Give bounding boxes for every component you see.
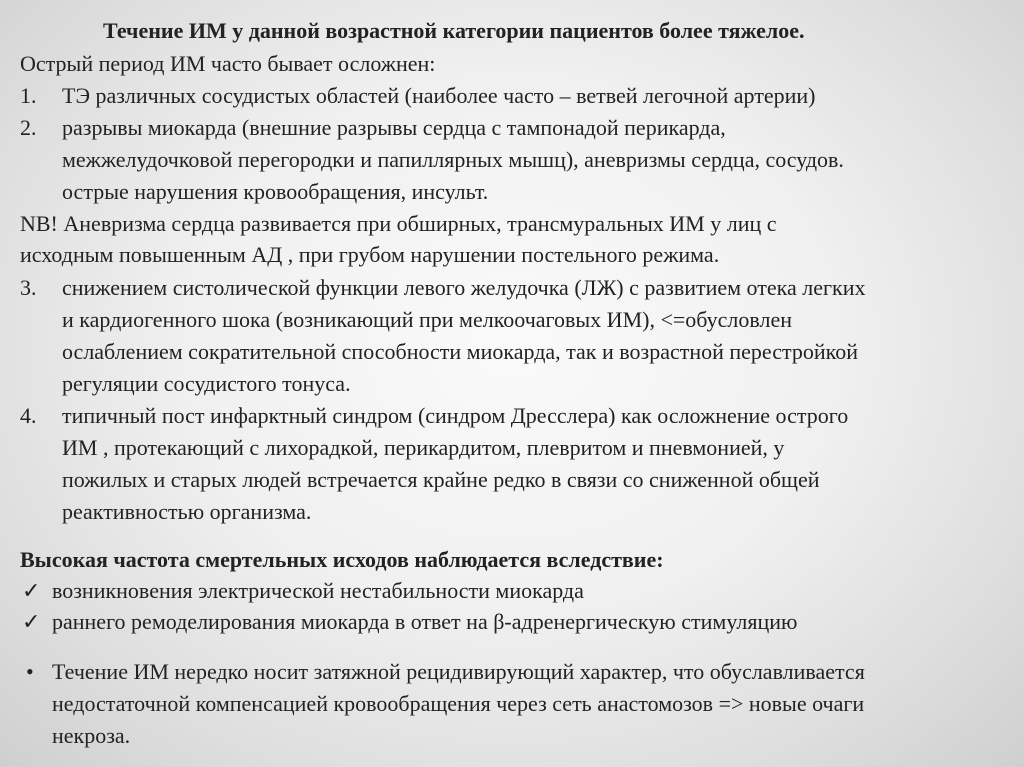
list-number: 1. bbox=[20, 83, 37, 108]
list-item-line: межжелудочковой перегородки и папиллярных мышц), аневризмы сердца, сосудов. bbox=[62, 147, 844, 172]
bullet-line: некроза. bbox=[52, 723, 131, 748]
list-item-line: типичный пост инфарктный синдром (синдром Дресслера) как осложнение острого bbox=[62, 403, 849, 428]
list-item-line: ИМ , протекающий с лихорадкой, перикардитом, плевритом и пневмонией, у bbox=[62, 435, 785, 460]
list-item-line: и кардиогенного шока (возникающий при мелкоочаговых ИМ), <=обусловлен bbox=[62, 307, 792, 332]
list-item-line: разрывы миокарда (внешние разрывы сердца с тампонадой перикарда, bbox=[62, 115, 726, 140]
check-icon: ✓ bbox=[22, 609, 41, 634]
list-item-line: реактивностью организма. bbox=[62, 499, 312, 524]
check-item: раннего ремоделирования миокарда в ответ на β-адренергическую стимуляцию bbox=[52, 609, 798, 634]
intro-text: Острый период ИМ часто бывает осложнен: bbox=[20, 51, 436, 76]
bullet-line: Течение ИМ нередко носит затяжной рецидивирующий характер, что обуславливается bbox=[52, 659, 865, 684]
slide-title: Течение ИМ у данной возрастной категории пациентов более тяжелое. bbox=[103, 18, 805, 43]
check-item: возникновения электрической нестабильности миокарда bbox=[52, 578, 584, 603]
list-number: 4. bbox=[20, 403, 37, 428]
list-item-line: пожилых и старых людей встречается крайне редко в связи со сниженной общей bbox=[62, 467, 820, 492]
nb-note-line: NB! Аневризма сердца развивается при обширных, трансмуральных ИМ у лиц с bbox=[20, 211, 777, 236]
check-icon: ✓ bbox=[22, 578, 41, 603]
list-item-line: острые нарушения кровообращения, инсульт. bbox=[62, 179, 489, 204]
list-item-line: регуляции сосудистого тонуса. bbox=[62, 371, 351, 396]
nb-note-line: исходным повышенным АД , при грубом нарушении постельного режима. bbox=[20, 242, 720, 267]
list-item-line: снижением систолической функции левого желудочка (ЛЖ) с развитием отека легких bbox=[62, 275, 866, 300]
list-number: 2. bbox=[20, 115, 37, 140]
list-item-line: ослаблением сократительной способности миокарда, так и возрастной перестройкой bbox=[62, 339, 858, 364]
list-item-line: ТЭ различных сосудистых областей (наиболее часто – ветвей легочной артерии) bbox=[62, 83, 816, 108]
bullet-line: недостаточной компенсацией кровообращения через сеть анастомозов => новые очаги bbox=[52, 691, 865, 716]
mortality-heading: Высокая частота смертельных исходов наблюдается вследствие: bbox=[20, 547, 664, 572]
list-number: 3. bbox=[20, 275, 37, 300]
bullet-icon: • bbox=[26, 659, 34, 684]
